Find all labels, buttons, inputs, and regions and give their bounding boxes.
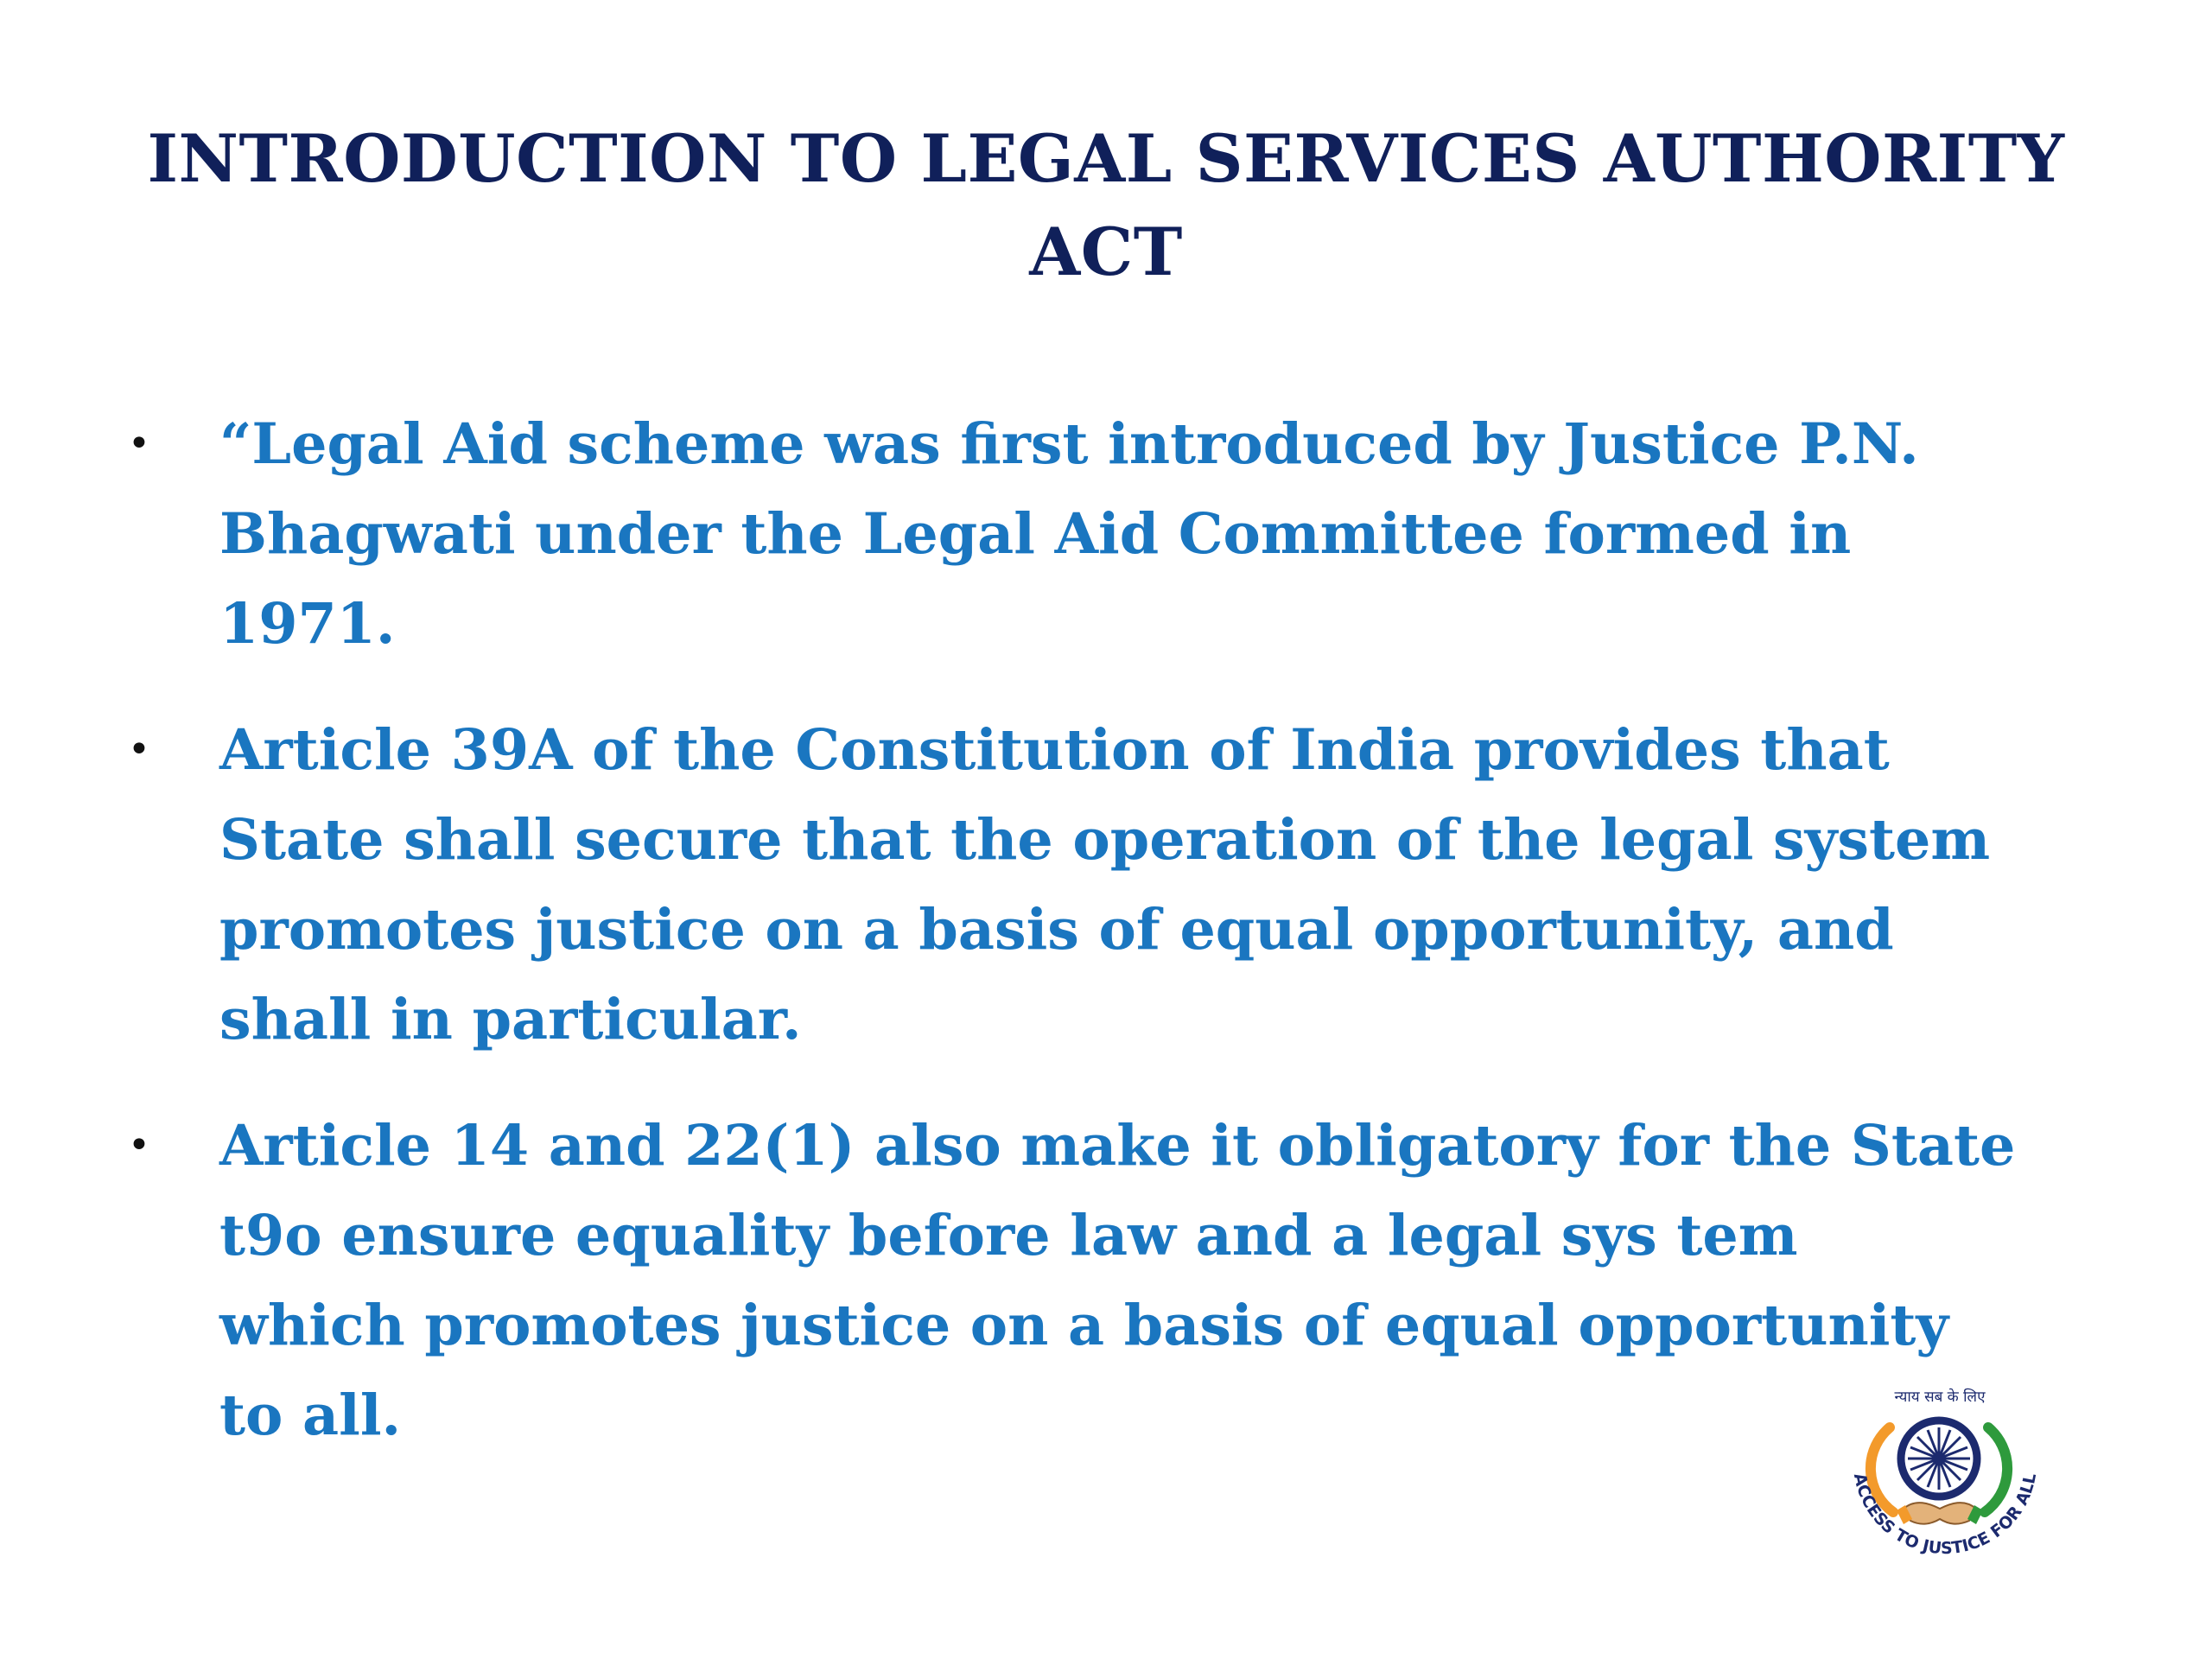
bullet-item-article-14-22 <box>128 1101 2115 1460</box>
bullet-marker: • <box>128 1123 150 1167</box>
green-arc <box>1985 1427 2007 1512</box>
bullet-item-legal-aid <box>128 399 2115 669</box>
bullet-line: “Legal Aid scheme was first introduced by Justice P.N. <box>219 411 1919 477</box>
slide-title <box>104 112 2108 299</box>
bullet-line: to all. <box>219 1382 402 1448</box>
bullet-line: shall in particular. <box>219 987 802 1052</box>
bullet-line: Bhagwati under the Legal Aid Committee formed in <box>219 501 1852 567</box>
handshake-icon <box>1897 1503 1983 1524</box>
bullet-line: State shall secure that the operation of the legal system <box>219 807 1991 873</box>
logo-slogan-text: न्याय सब के लिए <box>1894 1389 1986 1406</box>
bullet-list <box>128 399 2115 1497</box>
bullet-line: Article 14 and 22(1) also make it obligatory for the State <box>219 1113 2016 1179</box>
bullet-item-article-39a <box>128 705 2115 1065</box>
bullet-marker: • <box>128 422 150 466</box>
bullet-line: which promotes justice on a basis of equal opportunity <box>219 1293 1949 1358</box>
title-line-1: INTRODUCTION TO LEGAL SERVICES AUTHORITY <box>147 120 2065 197</box>
bullet-line: promotes justice on a basis of equal opportunity, and <box>219 897 1894 963</box>
bullet-line: Article 39A of the Constitution of India provides that <box>219 717 1890 783</box>
logo-ring-text: ACCESS TO JUSTICE FOR ALL <box>1849 1471 2041 1559</box>
bullet-line: 1971. <box>219 591 396 657</box>
title-line-2: ACT <box>1029 213 1183 290</box>
bullet-line: t9o ensure equality before law and a legal sys tem <box>219 1203 1798 1268</box>
nalsa-logo <box>1819 1382 2069 1586</box>
wheel-icon <box>1901 1421 1977 1497</box>
bullet-marker: • <box>128 728 150 772</box>
